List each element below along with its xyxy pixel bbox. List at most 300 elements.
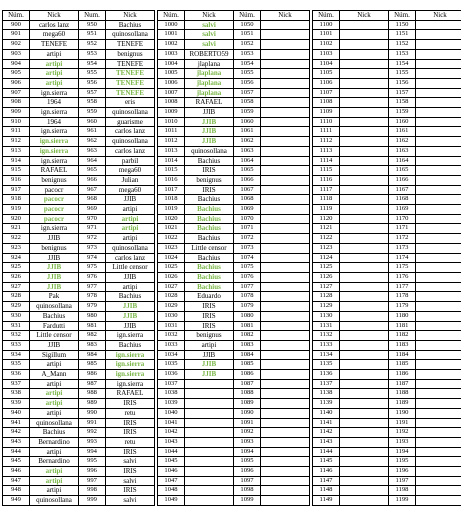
- entry-nick: [340, 418, 389, 428]
- entry-nick: [340, 146, 389, 156]
- entry-number: 1035: [158, 360, 185, 370]
- entry-nick: IRIS: [106, 418, 155, 428]
- entry-nick: [261, 137, 310, 147]
- entry-number: 1067: [234, 185, 261, 195]
- entry-nick: Bachius: [185, 156, 234, 166]
- table-row: [3, 486, 461, 496]
- entry-nick: guarisme: [106, 117, 155, 127]
- entry-nick: artipi: [30, 486, 79, 496]
- entry-number: 919: [3, 205, 30, 215]
- entry-number: 956: [79, 78, 106, 88]
- entry-nick: RAFAEL: [30, 166, 79, 176]
- column-header-nick: Nick: [416, 11, 461, 21]
- entry-number: 961: [79, 127, 106, 137]
- entry-number: 1031: [158, 321, 185, 331]
- entry-number: 1113: [313, 146, 340, 156]
- entry-number: 1055: [234, 69, 261, 79]
- entry-nick: Little censor: [30, 331, 79, 341]
- entry-nick: TENEFE: [106, 40, 155, 50]
- entry-nick: [416, 205, 461, 215]
- entry-number: 939: [3, 399, 30, 409]
- entry-number: 1129: [313, 302, 340, 312]
- entry-number: 921: [3, 224, 30, 234]
- entry-number: 942: [3, 428, 30, 438]
- entry-number: 1040: [158, 408, 185, 418]
- entry-nick: Bachius: [185, 234, 234, 244]
- entry-nick: JJIB: [185, 108, 234, 118]
- entry-number: 905: [3, 69, 30, 79]
- entry-nick: IRIS: [185, 302, 234, 312]
- entry-number: 1109: [313, 108, 340, 118]
- table-row: [3, 40, 461, 50]
- entry-nick: [261, 437, 310, 447]
- entry-number: 1003: [158, 49, 185, 59]
- entry-number: 950: [79, 20, 106, 30]
- table-row: [3, 263, 461, 273]
- entry-nick: RAFAEL: [106, 389, 155, 399]
- entry-nick: artipi: [106, 234, 155, 244]
- entry-nick: benignus: [185, 331, 234, 341]
- entry-nick: artipi: [30, 476, 79, 486]
- entry-nick: [261, 467, 310, 477]
- entry-nick: TENEFE: [106, 78, 155, 88]
- entry-nick: [261, 69, 310, 79]
- entry-number: 1043: [158, 437, 185, 447]
- entry-number: 1068: [234, 195, 261, 205]
- entry-number: 1024: [158, 253, 185, 263]
- entry-nick: [340, 428, 389, 438]
- entry-nick: quinosollana: [106, 30, 155, 40]
- entry-nick: [416, 457, 461, 467]
- entry-number: 1098: [234, 486, 261, 496]
- entry-number: 1173: [389, 243, 416, 253]
- entry-number: 920: [3, 214, 30, 224]
- entry-nick: [340, 457, 389, 467]
- entry-nick: JJIB: [185, 370, 234, 380]
- entry-number: 1167: [389, 185, 416, 195]
- entry-number: 1107: [313, 88, 340, 98]
- entry-number: 907: [3, 88, 30, 98]
- entry-nick: [261, 272, 310, 282]
- entry-nick: artipi: [30, 408, 79, 418]
- entry-number: 1114: [313, 156, 340, 166]
- entry-nick: [261, 224, 310, 234]
- entry-nick: [185, 447, 234, 457]
- entry-number: 1180: [389, 311, 416, 321]
- entry-number: 1079: [234, 302, 261, 312]
- entry-nick: JJIB: [30, 234, 79, 244]
- entry-nick: [416, 370, 461, 380]
- entry-nick: TENEFE: [106, 59, 155, 69]
- entry-number: 932: [3, 331, 30, 341]
- entry-number: 948: [3, 486, 30, 496]
- entry-nick: [340, 340, 389, 350]
- entry-nick: [416, 224, 461, 234]
- entry-number: 1049: [158, 496, 185, 506]
- entry-number: 1027: [158, 282, 185, 292]
- entry-number: 1144: [313, 447, 340, 457]
- table-row: [3, 370, 461, 380]
- column-header-nick: Nick: [261, 11, 310, 21]
- table-row: [3, 78, 461, 88]
- entry-number: 984: [79, 350, 106, 360]
- entry-number: 1060: [234, 117, 261, 127]
- entry-nick: salvi: [106, 457, 155, 467]
- entry-nick: JJIB: [106, 311, 155, 321]
- entry-number: 1155: [389, 69, 416, 79]
- entry-number: 1072: [234, 234, 261, 244]
- entry-number: 1083: [234, 340, 261, 350]
- entry-nick: retu: [106, 408, 155, 418]
- entry-nick: [261, 399, 310, 409]
- entry-nick: JJIB: [106, 302, 155, 312]
- entry-nick: pacocr: [30, 195, 79, 205]
- entry-number: 909: [3, 108, 30, 118]
- entry-nick: parbil: [106, 156, 155, 166]
- entry-nick: [416, 496, 461, 506]
- entry-nick: Bachius: [185, 195, 234, 205]
- entry-nick: ign.sierra: [30, 146, 79, 156]
- table-row: [3, 243, 461, 253]
- entry-nick: JJIB: [185, 117, 234, 127]
- entry-nick: [340, 263, 389, 273]
- entry-number: 1119: [313, 205, 340, 215]
- entry-nick: jlaplana: [185, 78, 234, 88]
- entry-nick: [340, 137, 389, 147]
- entry-number: 963: [79, 146, 106, 156]
- entry-nick: Bernardino: [30, 457, 79, 467]
- entry-number: 1170: [389, 214, 416, 224]
- table-row: [3, 428, 461, 438]
- entry-nick: carlos lanz: [30, 20, 79, 30]
- entry-nick: IRIS: [185, 185, 234, 195]
- table-row: [3, 30, 461, 40]
- table-row: [3, 253, 461, 263]
- entry-nick: [416, 98, 461, 108]
- entry-nick: 1964: [30, 98, 79, 108]
- entry-nick: [416, 234, 461, 244]
- entry-number: 1105: [313, 69, 340, 79]
- entry-nick: [340, 224, 389, 234]
- entry-nick: [416, 88, 461, 98]
- entry-number: 910: [3, 117, 30, 127]
- table-row: [3, 437, 461, 447]
- entry-number: 944: [3, 447, 30, 457]
- entry-number: 945: [3, 457, 30, 467]
- table-row: [3, 117, 461, 127]
- entry-nick: Fardutti: [30, 321, 79, 331]
- entry-number: 912: [3, 137, 30, 147]
- entry-nick: quinosollana: [106, 137, 155, 147]
- table-row: [3, 496, 461, 506]
- entry-nick: carlos lanz: [106, 146, 155, 156]
- entry-number: 1141: [313, 418, 340, 428]
- entry-number: 1106: [313, 78, 340, 88]
- entry-number: 966: [79, 175, 106, 185]
- entry-nick: JJIB: [106, 272, 155, 282]
- table-row: [3, 311, 461, 321]
- entry-nick: [261, 127, 310, 137]
- entry-nick: [340, 195, 389, 205]
- entry-number: 1183: [389, 340, 416, 350]
- entry-nick: [416, 137, 461, 147]
- entry-nick: [261, 292, 310, 302]
- entry-nick: [261, 205, 310, 215]
- entry-number: 922: [3, 234, 30, 244]
- entry-nick: [261, 350, 310, 360]
- entry-nick: IRIS: [185, 321, 234, 331]
- entry-number: 1015: [158, 166, 185, 176]
- entry-nick: benignus: [30, 175, 79, 185]
- entry-nick: quinosollana: [30, 418, 79, 428]
- entry-number: 1034: [158, 350, 185, 360]
- table-row: [3, 20, 461, 30]
- entry-number: 1177: [389, 282, 416, 292]
- table-row: [3, 282, 461, 292]
- entry-nick: [340, 88, 389, 98]
- entry-number: 1185: [389, 360, 416, 370]
- entry-number: 995: [79, 457, 106, 467]
- entry-number: 1143: [313, 437, 340, 447]
- entry-number: 1197: [389, 476, 416, 486]
- entry-number: 999: [79, 496, 106, 506]
- table-row: [3, 108, 461, 118]
- entry-number: 1089: [234, 399, 261, 409]
- column-header-nick: Nick: [106, 11, 155, 21]
- entry-number: 1198: [389, 486, 416, 496]
- entry-number: 973: [79, 243, 106, 253]
- entry-number: 1045: [158, 457, 185, 467]
- entry-number: 1091: [234, 418, 261, 428]
- entry-nick: ign.sierra: [106, 370, 155, 380]
- entry-nick: [416, 78, 461, 88]
- entry-nick: IRIS: [106, 428, 155, 438]
- entry-nick: salvi: [185, 20, 234, 30]
- entry-number: 1005: [158, 69, 185, 79]
- entry-number: 954: [79, 59, 106, 69]
- entry-nick: [185, 379, 234, 389]
- entry-number: 1019: [158, 205, 185, 215]
- entry-number: 974: [79, 253, 106, 263]
- entry-nick: [340, 234, 389, 244]
- entry-number: 1148: [313, 486, 340, 496]
- entry-nick: [340, 399, 389, 409]
- entry-nick: [416, 292, 461, 302]
- entry-number: 1153: [389, 49, 416, 59]
- entry-nick: JJIB: [30, 272, 79, 282]
- entry-nick: ign.sierra: [106, 350, 155, 360]
- entry-nick: A_Mann: [30, 370, 79, 380]
- entry-number: 1126: [313, 272, 340, 282]
- table-row: [3, 292, 461, 302]
- table-row: [3, 272, 461, 282]
- entry-number: 902: [3, 40, 30, 50]
- entry-nick: [261, 331, 310, 341]
- entry-number: 1042: [158, 428, 185, 438]
- entry-number: 1151: [389, 30, 416, 40]
- entry-nick: Pak: [30, 292, 79, 302]
- entry-number: 1136: [313, 370, 340, 380]
- entry-number: 1110: [313, 117, 340, 127]
- entry-number: 1052: [234, 40, 261, 50]
- entry-number: 1092: [234, 428, 261, 438]
- entry-number: 926: [3, 272, 30, 282]
- entry-number: 1178: [389, 292, 416, 302]
- entry-nick: [416, 302, 461, 312]
- entry-number: 1073: [234, 243, 261, 253]
- entry-nick: [261, 185, 310, 195]
- entry-number: 1008: [158, 98, 185, 108]
- entry-nick: [416, 49, 461, 59]
- entry-nick: artipi: [30, 389, 79, 399]
- entry-number: 959: [79, 108, 106, 118]
- entry-nick: [416, 486, 461, 496]
- entry-nick: [261, 195, 310, 205]
- entry-nick: [416, 263, 461, 273]
- entry-number: 933: [3, 340, 30, 350]
- entry-nick: [261, 302, 310, 312]
- entry-nick: pacocr: [30, 185, 79, 195]
- entry-nick: jlaplana: [185, 59, 234, 69]
- entry-number: 1020: [158, 214, 185, 224]
- entry-nick: quinosollana: [185, 146, 234, 156]
- entry-nick: Bachius: [30, 311, 79, 321]
- table-row: [3, 234, 461, 244]
- entry-nick: [340, 408, 389, 418]
- entry-nick: benignus: [106, 49, 155, 59]
- entry-nick: mega60: [30, 30, 79, 40]
- entry-nick: [261, 49, 310, 59]
- column-header-num: Núm.: [313, 11, 340, 21]
- entry-nick: [416, 146, 461, 156]
- entry-number: 900: [3, 20, 30, 30]
- entry-nick: [185, 428, 234, 438]
- entry-nick: [340, 20, 389, 30]
- entry-nick: [261, 428, 310, 438]
- entry-number: 943: [3, 437, 30, 447]
- entry-nick: [340, 360, 389, 370]
- entry-number: 975: [79, 263, 106, 273]
- entry-number: 1124: [313, 253, 340, 263]
- entry-number: 953: [79, 49, 106, 59]
- entry-nick: [416, 30, 461, 40]
- entry-nick: ign.sierra: [30, 127, 79, 137]
- entry-nick: [340, 350, 389, 360]
- entry-number: 978: [79, 292, 106, 302]
- entry-number: 1164: [389, 156, 416, 166]
- entry-number: 1062: [234, 137, 261, 147]
- entry-nick: [340, 272, 389, 282]
- entry-nick: RAFAEL: [185, 98, 234, 108]
- entry-number: 1189: [389, 399, 416, 409]
- table-row: [3, 205, 461, 215]
- entry-number: 1112: [313, 137, 340, 147]
- entry-number: 1075: [234, 263, 261, 273]
- entry-nick: [185, 486, 234, 496]
- entry-nick: [416, 437, 461, 447]
- entry-nick: artipi: [30, 59, 79, 69]
- entry-number: 986: [79, 370, 106, 380]
- entry-number: 1001: [158, 30, 185, 40]
- entry-nick: ign.sierra: [30, 88, 79, 98]
- entry-number: 1145: [313, 457, 340, 467]
- entry-nick: quinosollana: [30, 302, 79, 312]
- entry-number: 946: [3, 467, 30, 477]
- entry-nick: pacocr: [30, 205, 79, 215]
- entry-number: 1117: [313, 185, 340, 195]
- entry-number: 1191: [389, 418, 416, 428]
- entry-number: 1023: [158, 243, 185, 253]
- table-row: [3, 88, 461, 98]
- table-row: [3, 59, 461, 69]
- entry-number: 1131: [313, 321, 340, 331]
- entry-number: 1096: [234, 467, 261, 477]
- entry-nick: [261, 59, 310, 69]
- entry-nick: Little censor: [106, 263, 155, 273]
- entry-nick: [261, 389, 310, 399]
- entry-nick: [261, 214, 310, 224]
- entry-number: 1123: [313, 243, 340, 253]
- entry-number: 1044: [158, 447, 185, 457]
- entry-number: 1168: [389, 195, 416, 205]
- entry-number: 1078: [234, 292, 261, 302]
- entry-nick: [340, 476, 389, 486]
- entry-nick: IRIS: [106, 447, 155, 457]
- entry-nick: [416, 156, 461, 166]
- table-row: [3, 476, 461, 486]
- entry-nick: Bachius: [106, 340, 155, 350]
- entry-number: 1056: [234, 78, 261, 88]
- entry-nick: JJIB: [185, 137, 234, 147]
- entry-number: 1081: [234, 321, 261, 331]
- entry-nick: [261, 253, 310, 263]
- entry-number: 1199: [389, 496, 416, 506]
- entry-nick: [185, 389, 234, 399]
- entry-number: 1139: [313, 399, 340, 409]
- entry-number: 1163: [389, 146, 416, 156]
- entry-nick: IRIS: [185, 311, 234, 321]
- entry-nick: Bachius: [185, 214, 234, 224]
- entry-number: 1069: [234, 205, 261, 215]
- entry-nick: Bachius: [185, 253, 234, 263]
- entry-number: 1127: [313, 282, 340, 292]
- entry-number: 914: [3, 156, 30, 166]
- entry-number: 1011: [158, 127, 185, 137]
- table-row: [3, 146, 461, 156]
- entry-number: 1156: [389, 78, 416, 88]
- entry-nick: [416, 282, 461, 292]
- entry-number: 1146: [313, 467, 340, 477]
- table-row: [3, 49, 461, 59]
- entry-number: 1061: [234, 127, 261, 137]
- entry-nick: [340, 40, 389, 50]
- table-row: [3, 399, 461, 409]
- entry-nick: IRIS: [106, 399, 155, 409]
- entry-nick: [340, 49, 389, 59]
- entry-number: 1021: [158, 224, 185, 234]
- entry-nick: carlos lanz: [106, 127, 155, 137]
- entry-nick: [340, 205, 389, 215]
- entry-number: 1175: [389, 263, 416, 273]
- entry-number: 941: [3, 418, 30, 428]
- entry-number: 996: [79, 467, 106, 477]
- entry-number: 1192: [389, 428, 416, 438]
- entry-number: 1033: [158, 340, 185, 350]
- entry-nick: [416, 243, 461, 253]
- table-row: [3, 340, 461, 350]
- entry-number: 976: [79, 272, 106, 282]
- entry-nick: [340, 69, 389, 79]
